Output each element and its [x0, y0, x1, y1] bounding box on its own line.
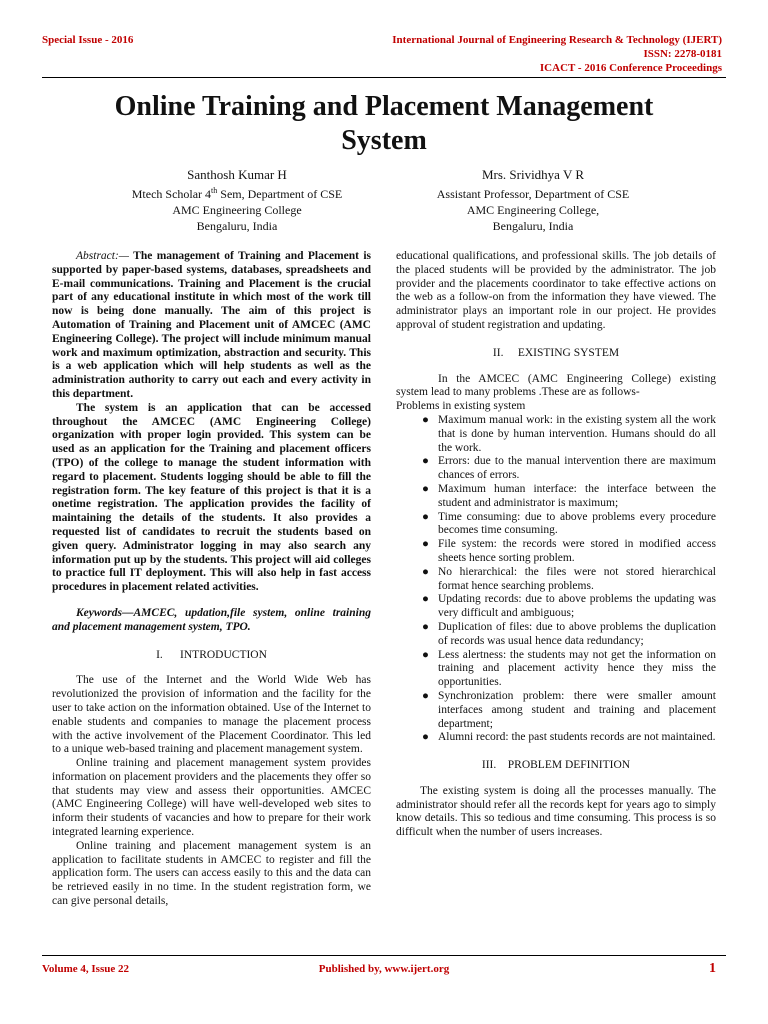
footer-rule: [42, 955, 726, 956]
title-line-2: System: [341, 125, 427, 156]
bullet-icon: ●: [422, 648, 429, 661]
author-affiliation: Assistant Professor, Department of CSE: [436, 187, 630, 201]
problems-list: [396, 414, 716, 745]
bullet-icon: ●: [422, 510, 429, 523]
bullet-icon: ●: [422, 482, 429, 495]
author-location: Bengaluru, India: [196, 219, 278, 233]
header-journal: [392, 33, 722, 75]
section-heading-existing-system: II. EXISTING SYSTEM: [492, 346, 620, 359]
section-heading-problem-definition: III. PROBLEM DEFINITION: [481, 759, 631, 772]
author-name: Mrs. Srividhya V R: [481, 167, 585, 182]
author-name: Santhosh Kumar H: [187, 167, 287, 182]
title-line-1: Online Training and Placement Management: [114, 91, 654, 122]
abstract-paragraph-2: The system is an application that can be accessed throughout the AMCEC (AMC Engineering College) organization with proper login provided. This system can be used as an application for the Training and placement officers (TPO) of the college to manage the student information with regard to placement. Students logging should be able to fill the registration form. The key feature of this project is that it is a onetime registration. The application provides the facility of maintaining the details of the students. It also provides a requested list of candidates to recruit the students based on given query. Administrator logging in may also search any information put up by the students. This project will aid colleges to practice full IT deployment. This will also help in fast access procedures in placement related activities.: [52, 401, 371, 594]
paper-title: [40, 90, 728, 158]
footer-published: Published by, www.ijert.org: [318, 963, 450, 975]
list-item: ● Alumni record: the past students records are not maintained.: [422, 731, 716, 744]
author-location: Bengaluru, India: [492, 219, 574, 233]
bullet-icon: ●: [422, 565, 429, 578]
bullet-icon: ●: [422, 620, 429, 633]
header-journal-name: International Journal of Engineering Research & Technology (IJERT): [392, 34, 722, 46]
list-item: ● Updating records: due to above problems the updating was very difficult and ambiguous;: [422, 593, 716, 620]
author-college: AMC Engineering College,: [466, 203, 600, 217]
problems-label: Problems in existing system: [396, 400, 526, 413]
list-item: ● Maximum manual work: in the existing system all the work that is done by human intervention. Humans should do all the work.: [422, 413, 716, 454]
footer-volume: Volume 4, Issue 22: [42, 963, 129, 975]
list-item: ● No hierarchical: the files were not stored hierarchical format hence searching problems.: [422, 565, 716, 592]
list-item: ● Time consuming: due to above problems every procedure becomes time consuming.: [422, 510, 716, 537]
left-column: [52, 250, 371, 909]
list-item: ● Maximum human interface: the interface between the student and administrator is maximum;: [422, 482, 716, 509]
keywords: Keywords—AMCEC, updation,file system, online training and placement management system, TPO.: [52, 606, 371, 633]
footer-page-number: 1: [709, 961, 716, 976]
intro-paragraph-1: The use of the Internet and the World Wide Web has revolutionized the provision of information and the facility for the user to take action on the information obtained. Use of the Internet to enable students and companies to manage the placement process with the active involvement of the Placement Coordinator. This led to a unique web-based training and placement management system.: [52, 674, 371, 756]
list-item: ● Synchronization problem: there were smaller amount interfaces among student and training and placement department;: [422, 689, 716, 730]
header-issn: ISSN: 2278-0181: [643, 48, 722, 60]
problem-paragraph: The existing system is doing all the processes manually. The administrator should refer all the records kept for years ago to simply know details. This so tedious and time consuming. This process is so difficult when the number of users increases.: [396, 784, 716, 839]
header-rule: [42, 77, 726, 78]
author-college: AMC Engineering College: [172, 203, 302, 217]
intro-paragraph-3: Online training and placement management system is an application to facilitate students in AMCEC to register and fill the application form. The users can access easily to this and the data can be retrieved easily in no time. In the student registration form, we can give personal details,: [52, 839, 371, 908]
bullet-icon: ●: [422, 593, 429, 606]
existing-paragraph: In the AMCEC (AMC Engineering College) existing system lead to many problems .These are as follows-: [396, 372, 716, 399]
header-special-issue: Special Issue - 2016: [42, 34, 134, 46]
author-block-2: [408, 167, 658, 234]
bullet-icon: ●: [422, 413, 429, 426]
author-block-1: [112, 167, 362, 234]
bullet-icon: ●: [422, 455, 429, 468]
list-item: ● File system: the records were stored in modified access sheets hence sorting problem.: [422, 538, 716, 564]
list-item: ● Duplication of files: due to above problems the duplication of records was usual hence data redundancy;: [422, 620, 716, 647]
bullet-icon: ●: [422, 538, 429, 551]
bullet-icon: ●: [422, 689, 429, 702]
bullet-icon: ●: [422, 731, 429, 744]
abstract-paragraph-1: Abstract:— The management of Training and Placement is supported by paper-based systems, databases, spreadsheets and E-mail communications. Training and Placement is the crucial part of any educational institute in which most of the work till now is being done manually. The aim of this project is Automation of Training and Placement unit of AMCEC (AMC Engineering College). The project will include minimum manual work and maximum optimization, abstraction and security. This is a web application which will help students as well as the administration authority to carry out each and every activity in this department.: [52, 250, 371, 400]
intro-continued-paragraph: educational qualifications, and professional skills. The job details of the placed students will be provided by the administrator. The job provider and the placements coordinator to take effective actions on the web as a follow-on from the information they have viewed. The administrator plays an important role in our project. He provides approval of student registration and updating.: [396, 250, 716, 331]
author-affiliation: Mtech Scholar 4th Sem, Department of CSE: [131, 186, 343, 201]
intro-paragraph-2: Online training and placement management system provides information on placement providers and the placements they offer so that students may view and assess their opportunities. AMCEC (AMC Engineering College) will have well-developed web sites to inform their students of vacancies and how to prepare for their work integrated learning experience.: [52, 757, 371, 839]
right-column: [396, 250, 716, 840]
list-item: ● Less alertness: the students may not get the information on training and placement activity hence they miss the opportunities.: [422, 648, 716, 689]
header-conference: ICACT - 2016 Conference Proceedings: [539, 62, 722, 74]
list-item: ● Errors: due to the manual intervention there are maximum chances of errors.: [422, 455, 716, 482]
abstract-label: Abstract:—: [76, 250, 130, 262]
section-heading-introduction: I. INTRODUCTION: [156, 648, 267, 661]
